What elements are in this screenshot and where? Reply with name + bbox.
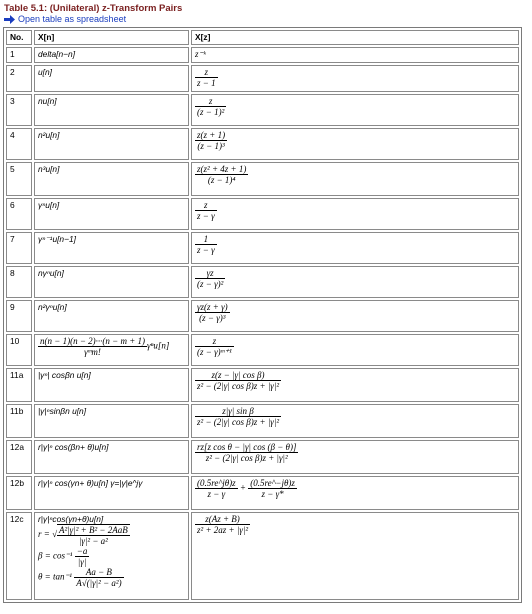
xz-denominator: (z − 1)² (197, 107, 225, 117)
xz-numerator: 1 (195, 234, 217, 245)
xz-denominator: z − 1 (197, 78, 216, 88)
theta-numerator: Aa − B (74, 567, 123, 578)
row-number: 10 (6, 334, 32, 366)
xz-denominator: (z − 1)⁴ (207, 175, 236, 185)
table-row (6, 300, 519, 332)
xn-cell: γⁿu[n] (34, 198, 189, 230)
row-number: 1 (6, 47, 32, 63)
table-row (6, 476, 519, 510)
theta-denominator: A√(|γ|² − a²) (76, 578, 122, 588)
xz-cell: z⁻ᵏ (191, 47, 519, 63)
row-number: 11b (6, 404, 32, 438)
xn-numerator: n(n − 1)(n − 2)···(n − m + 1) (40, 336, 146, 346)
xn-cell: n³u[n] (34, 162, 189, 196)
xz-numerator: z|γ| sin β (195, 406, 281, 417)
xz-denominator: z² − (2|γ| cos β)z + |γ|² (205, 453, 288, 463)
xn-cell: nu[n] (34, 94, 189, 126)
row-number: 4 (6, 128, 32, 160)
row-number: 8 (6, 266, 32, 298)
xz-numerator: z(z² + 4z + 1) (197, 164, 247, 174)
caption-prefix: Table 5.1: (Unilateral) (4, 3, 103, 14)
caption-title: z-Transform Pairs (102, 3, 183, 14)
xz-cell (191, 198, 519, 230)
xz-numerator: z (195, 96, 226, 107)
table-row (6, 47, 519, 63)
xz-cell (191, 476, 519, 510)
row-number: 5 (6, 162, 32, 196)
xz-numerator: z(z + 1) (197, 130, 226, 140)
xz-cell (191, 300, 519, 332)
xz-numerator: z (195, 336, 234, 347)
r-denominator: |γ|² − a² (78, 536, 108, 546)
xz-cell (191, 334, 519, 366)
row-number: 7 (6, 232, 32, 264)
table-row (6, 198, 519, 230)
xz-cell (191, 65, 519, 92)
xn-cell: n²u[n] (34, 128, 189, 160)
beta-numerator: −a (76, 546, 88, 556)
xn-cell: n²γⁿu[n] (34, 300, 189, 332)
xz-numerator: γz(z + γ) (197, 302, 228, 312)
table-row (6, 94, 519, 126)
xz-cell (191, 94, 519, 126)
open-spreadsheet-link[interactable] (4, 14, 126, 24)
header-no: No. (6, 30, 32, 45)
xz-cell (191, 128, 519, 160)
row-number: 12c (6, 512, 32, 600)
xn-cell: r|γ|ⁿ cos(βn+ θ)u[n] (34, 440, 189, 474)
xz-numerator: z(z − |γ| cos β) (195, 370, 281, 381)
xn-tail: γⁿu[n] (147, 340, 170, 351)
r-numerator: A²|γ|² + B² − 2AaB (59, 525, 128, 535)
xz-cell (191, 440, 519, 474)
table-row (6, 162, 519, 196)
table-row (6, 128, 519, 160)
xz-cell (191, 162, 519, 196)
xz-numerator: rz[z cos θ − |γ| cos (β − θ)] (197, 442, 297, 452)
xn-cell: u[n] (34, 65, 189, 92)
table-row (6, 65, 519, 92)
xz-denominator: z² − (2|γ| cos β)z + |γ|² (197, 381, 280, 391)
xz-cell (191, 512, 519, 600)
xz-cell (191, 232, 519, 264)
xz-numerator: z (195, 200, 217, 211)
header-xn: X[n] (34, 30, 189, 45)
xn-cell (34, 512, 189, 600)
xz-b-numerator: (0.5re^−jθ)z (250, 478, 295, 488)
xz-denominator: (z − γ)² (197, 279, 224, 289)
table-row (6, 512, 519, 600)
xz-denominator: z − γ (197, 211, 215, 221)
xz-cell (191, 368, 519, 402)
beta-formula: β = cos⁻¹ $\frac{-a}{|\gamma|}$ (38, 546, 88, 567)
plus-sign: + (239, 482, 246, 493)
xn-cell: γⁿ⁻¹u[n−1] (34, 232, 189, 264)
xn-cell: delta[n−n] (34, 47, 189, 63)
xz-cell (191, 404, 519, 438)
xn-cell: |γⁿ| cosβn u[n] (34, 368, 189, 402)
table-row (6, 334, 519, 366)
table-header-row (6, 30, 519, 45)
xn-expression: r|γ|ⁿcos(γn+θ)u[n] (38, 514, 104, 524)
arrow-right-icon (4, 15, 15, 24)
table-row (6, 266, 519, 298)
theta-formula: θ = tan⁻¹ $\frac{Aa - B}{\text{A√(|γ|² − a²)}}$ (38, 567, 122, 588)
xz-a-denominator: z − γ (207, 489, 226, 499)
r-formula: r = √ $\frac{\text{A²|γ|² + B² − 2AaB}}{\text{|γ|² − a²}}$ (38, 525, 128, 546)
xz-cell (191, 266, 519, 298)
xn-cell (34, 334, 189, 366)
xz-denominator: (z − γ)ᵐ⁺¹ (197, 347, 232, 357)
xz-denominator: (z − 1)³ (197, 141, 225, 151)
z-transform-table (3, 27, 522, 603)
xz-numerator: z (195, 67, 218, 78)
xn-cell: |γ|ⁿsinβn u[n] (34, 404, 189, 438)
table-row (6, 368, 519, 402)
table-row (6, 404, 519, 438)
row-number: 3 (6, 94, 32, 126)
row-number: 12b (6, 476, 32, 510)
table-row (6, 440, 519, 474)
xz-denominator: z² + 2az + |γ|² (197, 525, 249, 535)
row-number: 12a (6, 440, 32, 474)
open-spreadsheet-label: Open table as spreadsheet (18, 14, 127, 24)
row-number: 9 (6, 300, 32, 332)
xz-denominator: z − γ (197, 245, 215, 255)
header-xz: X[z] (191, 30, 519, 45)
xz-denominator: (z − γ)³ (199, 313, 226, 323)
row-number: 2 (6, 65, 32, 92)
table-caption (4, 3, 182, 14)
row-number: 6 (6, 198, 32, 230)
xn-denominator: γᵐm! (84, 347, 101, 357)
xz-a-numerator: (0.5re^jθ)z (197, 478, 236, 488)
xz-denominator: z² − (2|γ| cos β)z + |γ|² (197, 417, 280, 427)
xn-cell: nγⁿu[n] (34, 266, 189, 298)
xn-cell: r|γ|ⁿ cos(γn+ θ)u[n] γ=|γ|e^jγ (34, 476, 189, 510)
xz-b-denominator: z − γ* (261, 489, 284, 499)
row-number: 11a (6, 368, 32, 402)
xz-numerator: z(Az + B) (195, 514, 250, 525)
beta-denominator: |γ| (77, 557, 87, 567)
table-row (6, 232, 519, 264)
xz-numerator: γz (195, 268, 225, 279)
